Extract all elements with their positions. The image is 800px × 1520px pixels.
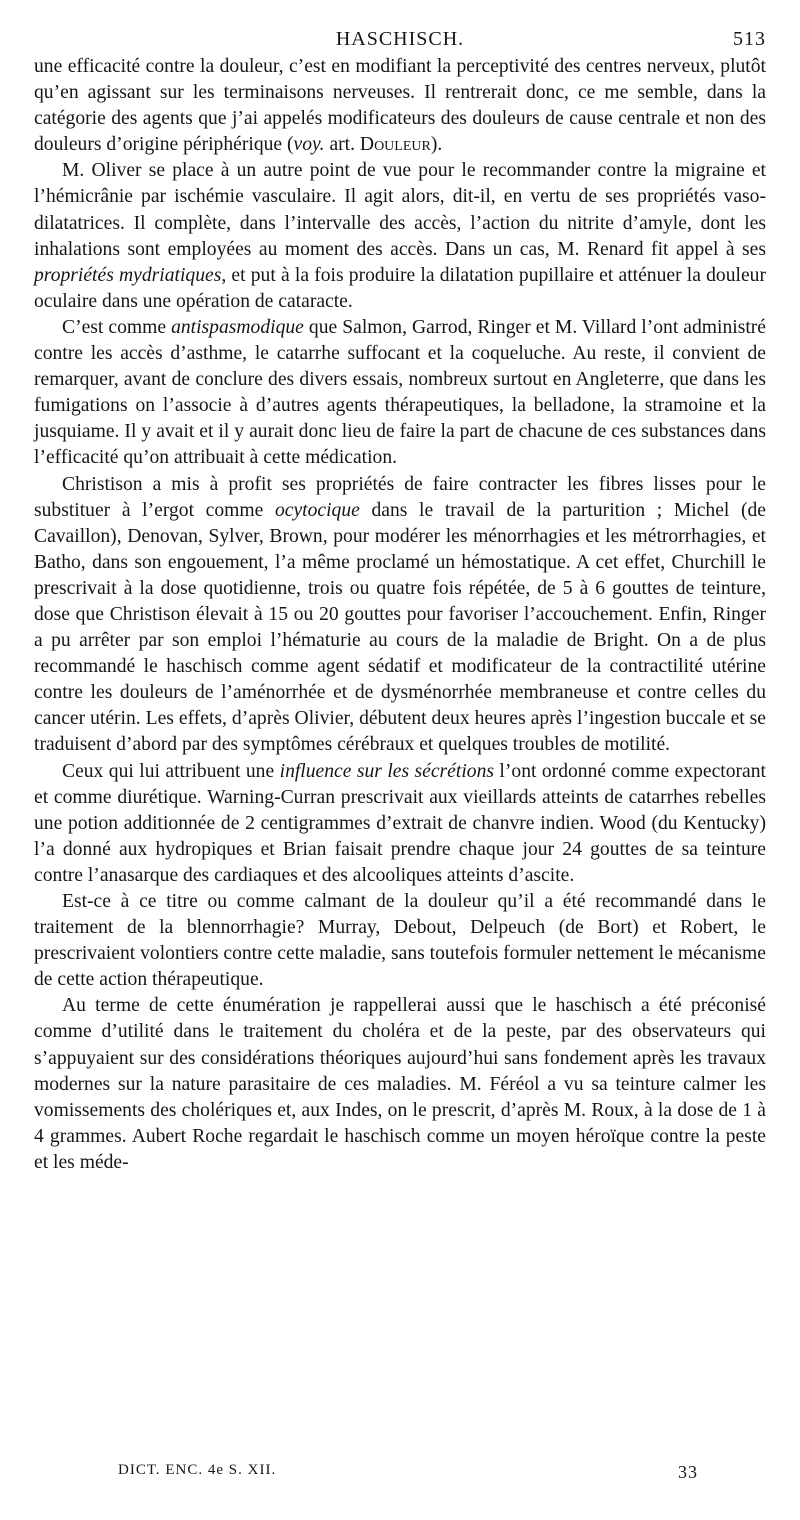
text-segment: M. Oliver se place à un autre point de vue pour le recommander contre la migraine et l’hémicrânie par ischémie vasculaire. Il agit alors, dit-il, en vertu de ses propriétés vaso-dilatatrices. Il complète, dans l’intervalle des accès, l’action du nitrite d’amyle, dont les inhalations sont employées au moment des accès. Dans un cas, M. Renard fit appel à ses	[34, 160, 766, 260]
text-segment: dans le travail de la parturition ; Michel (de Cavaillon), Denovan, Sylver, Brown, pour modérer les ménorrhagies et les métrorrhagies, et Batho, dans son engouement, l’a même proclamé un hémostatique. A cet effet, Churchill le prescrivait à la dose quotidienne, trois ou quatre fois répétée, de 5 à 6 gouttes de teinture, dose que Christison élevait à 15 ou 20 gouttes pour favoriser l’accouchement. Enfin, Ringer a pu arrêter par son emploi l’hématurie au cours de la maladie de Bright. On a de plus recommandé le haschisch comme agent sédatif et modificateur de la contractilité utérine contre les douleurs de l’aménorrhée et de dysménorrhée membraneuse et contre celles du cancer utérin. Les effets, d’après Olivier, débutent deux heures après l’ingestion buccale et se traduisent d’abord par des symptômes cérébraux et quelques troubles de motilité.	[34, 499, 766, 756]
text-segment: C’est comme	[62, 316, 172, 338]
italic-text: voy.	[293, 134, 325, 156]
page	[34, 28, 766, 1176]
text-segment: Ceux qui lui attribuent une	[62, 760, 280, 782]
running-title: HASCHISCH.	[335, 28, 465, 50]
text-segment: l’ont ordonné comme expectorant et comme diurétique. Warning-Curran prescrivait aux vieillards atteints de catarrhes rebelles une potion additionnée de 2 centigrammes d’extrait de chanvre indien. Wood (du Kentucky) l’a donné aux hydropiques et Brian faisait prendre chaque jour 24 gouttes de sa teinture contre l’anasarque des cardiaques et des alcooliques atteints d’ascite.	[34, 760, 766, 886]
text-segment: Au terme de cette énumération je rappellerai aussi que le haschisch a été préconisé comme d’utilité dans le traitement du choléra et de la peste, par des observateurs qui s’appuyaient sur des considérations théoriques aujourd’hui sans fondement après les travaux modernes sur la nature parasitaire de ces maladies. M. Féréol a vu sa teinture calmer les vomissements des cholériques et, aux Indes, on le prescrit, d’après M. Roux, à la dose de 1 à 4 grammes. Aubert Roche regardait le haschisch comme un moyen héroïque contre la peste et les méde-	[34, 995, 766, 1173]
paragraph	[34, 889, 766, 993]
paragraph	[34, 315, 766, 472]
signature-mark: DICT. ENC. 4e S. XII.	[118, 1462, 277, 1478]
page-number: 513	[733, 28, 766, 50]
text-segment: Est-ce à ce titre ou comme calmant de la douleur qu’il a été recommandé dans le traitement de la blennorrhagie? Murray, Debout, Delpeuch (de Bort) et Robert, le prescrivaient volontiers contre cette maladie, sans toutefois formuler nettement le mécanisme de cette action thérapeutique.	[34, 891, 766, 991]
running-head	[34, 28, 766, 54]
paragraph	[34, 993, 766, 1176]
italic-text: influence sur les sécrétions	[279, 760, 494, 782]
text-segment: art.	[324, 134, 360, 156]
smallcaps-text: Douleur	[359, 134, 431, 156]
italic-text: antispasmodique	[171, 316, 304, 338]
text-segment: que Salmon, Garrod, Ringer et M. Villard l’ont administré contre les accès d’asthme, le catarrhe suffocant et la coqueluche. Au reste, il convient de remarquer, avant de conclure des divers essais, nombreux surtout en Angleterre, que dans les fumigations on l’associe à d’autres agents thérapeutiques, la belladone, la stramoine et la jusquiame. Il y avait et il y aurait donc lieu de faire la part de chacune de ces substances dans l’efficacité qu’on attribuait à cette médication.	[34, 316, 766, 469]
page-footer	[118, 1462, 698, 1484]
text-segment: Christison a mis à profit ses propriétés de faire contracter les fibres lisses pour le substituer à l’ergot comme	[34, 473, 766, 521]
paragraph	[34, 472, 766, 759]
italic-text: propriétés mydriatiques	[34, 264, 222, 286]
text-segment: ).	[430, 134, 443, 156]
paragraph	[34, 759, 766, 889]
paragraph	[34, 158, 766, 315]
paragraph	[34, 54, 766, 158]
signature-number: 33	[678, 1462, 698, 1482]
italic-text: ocytocique	[274, 499, 360, 521]
text-segment: , et put à la fois produire la dilatation pupillaire et atténuer la douleur oculaire dans une opération de cataracte.	[34, 264, 766, 312]
text-segment: une efficacité contre la douleur, c’est en modifiant la perceptivité des centres nerveux, plutôt qu’en agissant sur les terminaisons nerveuses. Il rentrerait donc, ce me semble, dans la catégorie des agents que j’ai appelés modificateurs des douleurs de cause centrale et non des douleurs d’origine périphérique (	[34, 56, 766, 156]
body-text	[34, 54, 766, 1176]
